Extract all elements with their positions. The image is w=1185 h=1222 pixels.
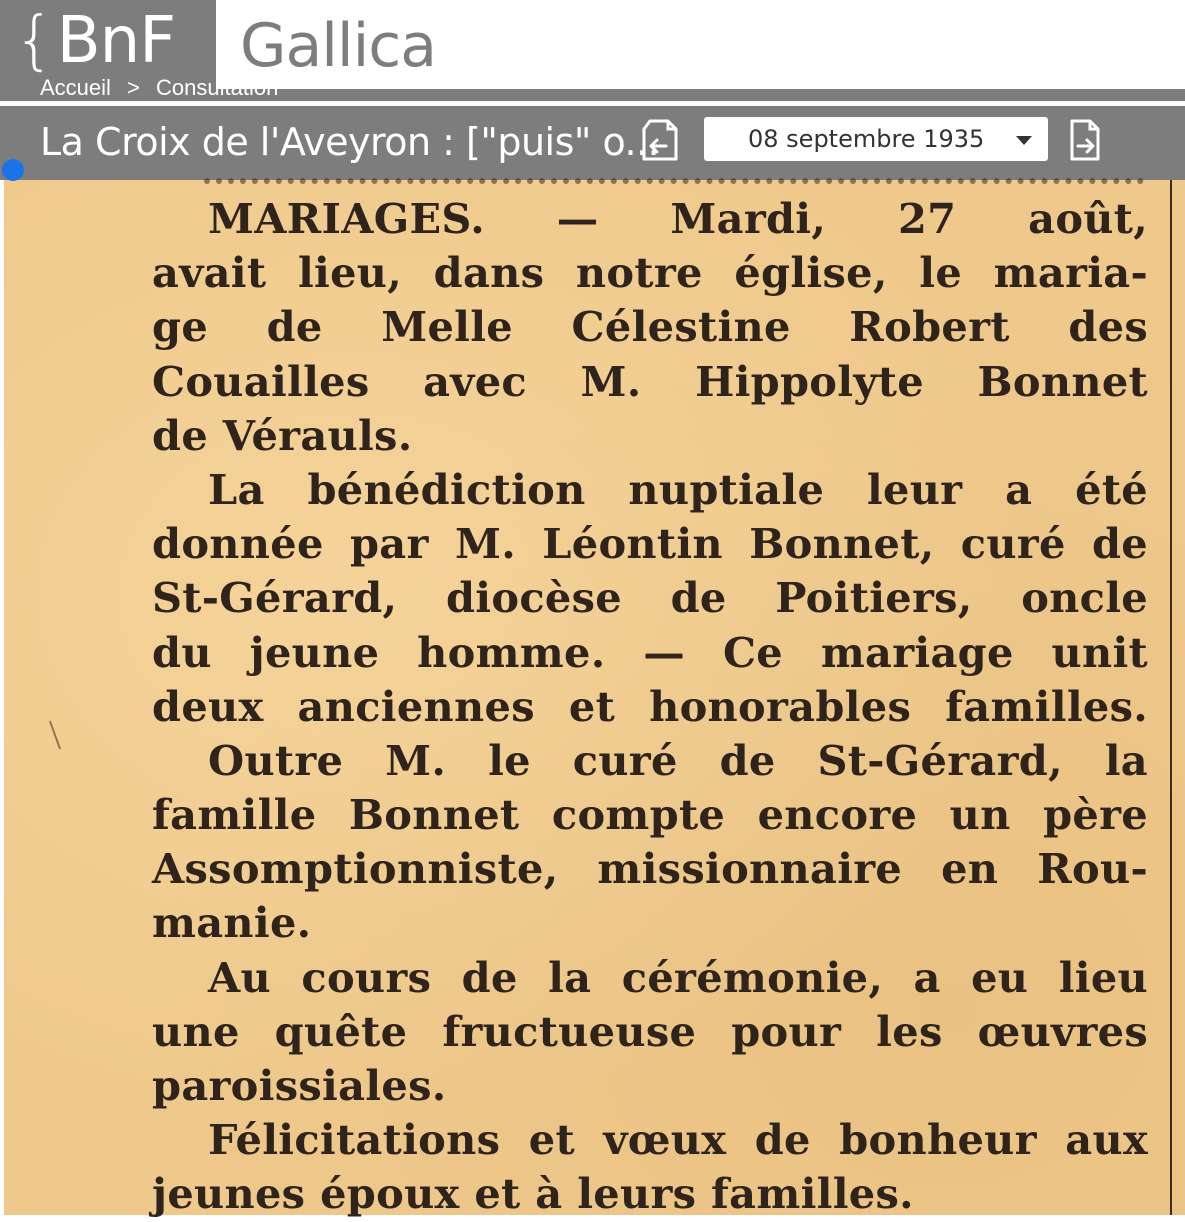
article-line: ge de Melle Célestine Robert des — [152, 302, 1148, 352]
article-line: Assomptionniste, missionnaire en Rou- — [152, 844, 1148, 894]
article-line: St-Gérard, diocèse de Poitiers, oncle — [152, 573, 1148, 623]
article-text — [152, 192, 1148, 1222]
gallica-site-name[interactable]: Gallica — [240, 11, 437, 81]
newspaper-page-scan — [4, 180, 1185, 1219]
bnf-logo-brace: { — [14, 4, 55, 78]
breadcrumb — [40, 76, 288, 100]
article-line: famille Bonnet compte encore un père — [152, 790, 1148, 840]
issue-date-value: 08 septembre 1935 — [748, 125, 985, 153]
article-line: Au cours de la cérémonie, a eu lieu — [208, 952, 1148, 1002]
article-line: une quête fructueuse pour les œuvres — [152, 1006, 1148, 1056]
bnf-logo-text: BnF — [56, 4, 175, 78]
article-line: jeunes époux et à leurs familles. — [152, 1169, 914, 1219]
site-header — [0, 0, 1185, 100]
previous-issue-icon[interactable] — [640, 118, 680, 162]
next-issue-icon[interactable] — [1068, 118, 1108, 162]
article-line: donnée par M. Léontin Bonnet, curé de — [152, 519, 1148, 569]
document-viewer[interactable] — [0, 180, 1185, 1219]
article-line: MARIAGES. — Mardi, 27 août, — [208, 194, 1148, 243]
column-rule — [1170, 180, 1172, 1215]
article-line: Félicitations et vœux de bonheur aux — [208, 1115, 1148, 1165]
article-line: deux anciennes et honorables familles. — [152, 681, 1148, 731]
chevron-down-icon — [1016, 136, 1032, 145]
article-line: Outre M. le curé de St-Gérard, la — [208, 735, 1148, 785]
article-line: avait lieu, dans notre église, le maria- — [152, 248, 1148, 298]
paper-blemish — [49, 721, 61, 750]
focus-indicator — [2, 159, 24, 181]
breadcrumb-separator: > — [127, 75, 140, 100]
article-line: du jeune homme. — Ce mariage unit — [152, 627, 1148, 677]
breadcrumb-home-link[interactable]: Accueil — [40, 75, 111, 100]
article-line: Couailles avec M. Hippolyte Bonnet — [152, 356, 1148, 406]
breadcrumb-current: Consultation — [156, 75, 279, 100]
issue-date-select[interactable] — [704, 117, 1048, 161]
article-line: paroissiales. — [152, 1061, 447, 1110]
article-line: La bénédiction nuptiale leur a été — [208, 464, 1148, 514]
article-line: de Vérauls. — [152, 410, 413, 460]
article-line: manie. — [152, 898, 312, 948]
document-title: La Croix de l'Aveyron : ["puis" o... — [40, 120, 660, 164]
cut-off-text-line — [204, 158, 1144, 184]
